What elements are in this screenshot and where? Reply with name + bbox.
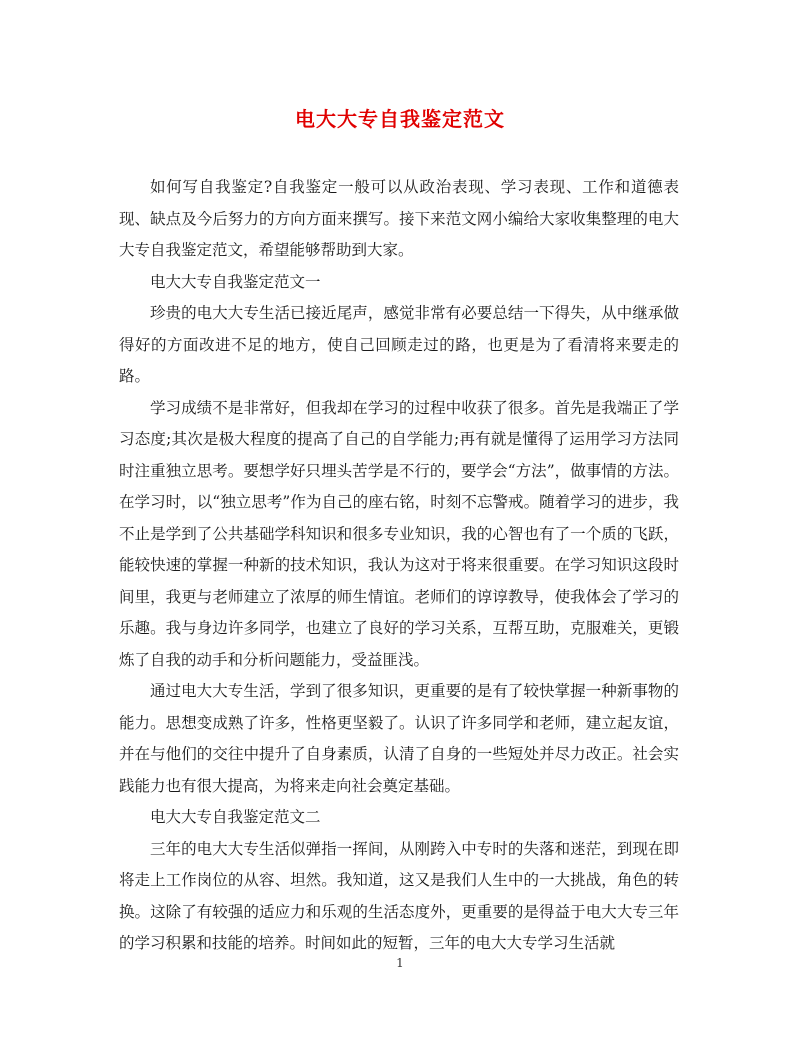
body-paragraph: 三年的电大大专生活似弹指一挥间，从刚跨入中专时的失落和迷茫，到现在即将走上工作岗位的从容、坦然。我知道，这又是我们人生中的一大挑战，角色的转换。这除了有较强的适应力和乐观的生活态度外，更重要的是得益于电大大专三年的学习积累和技能的培养。时间如此的短暂，三年的电大大专学习生活就 bbox=[119, 839, 679, 952]
body-paragraph: 通过电大大专生活，学到了很多知识，更重要的是有了较快掌握一种新事物的能力。思想变成熟了许多，性格更坚毅了。认识了许多同学和老师，建立起友谊，并在与他们的交往中提升了自身素质，认清了自身的一些短处并尽力改正。社会实践能力也有很大提高，为将来走向社会奠定基础。 bbox=[119, 682, 679, 795]
section-heading-one: 电大大专自我鉴定范文一 bbox=[150, 272, 321, 291]
document-body bbox=[119, 172, 679, 960]
page-number: 1 bbox=[396, 956, 404, 970]
document-title: 电大大专自我鉴定范文 bbox=[295, 107, 505, 131]
intro-paragraph: 如何写自我鉴定?自我鉴定一般可以从政治表现、学习表现、工作和道德表现、缺点及今后努力的方向方面来撰写。接下来范文网小编给大家收集整理的电大大专自我鉴定范文，希望能够帮助到大家。 bbox=[119, 178, 679, 259]
section-heading-two: 电大大专自我鉴定范文二 bbox=[150, 808, 321, 826]
body-paragraph: 珍贵的电大大专生活已接近尾声，感觉非常有必要总结一下得失，从中继承做得好的方面改进不足的地方，使自己回顾走过的路，也更是为了看清将来要走的路。 bbox=[119, 304, 679, 385]
body-paragraph: 学习成绩不是非常好，但我却在学习的过程中收获了很多。首先是我端正了学习态度;其次是极大程度的提高了自己的自学能力;再有就是懂得了运用学习方法同时注重独立思考。要想学好只埋头苦学是不行的，要学会“方法”，做事情的方法。在学习时，以“独立思考”作为自己的座右铭，时刻不忘警戒。随着学习的进步，我不止是学到了公共基础学科知识和很多专业知识，我的心智也有了一个质的飞跃，能较快速的掌握一种新的技术知识，我认为这对于将来很重要。在学习知识这段时间里，我更与老师建立了浓厚的师生情谊。老师们的谆谆教导，使我体会了学习的乐趣。我与身边许多同学，也建立了良好的学习关系，互帮互助，克服难关，更锻炼了自我的动手和分析问题能力，受益匪浅。 bbox=[119, 398, 679, 669]
